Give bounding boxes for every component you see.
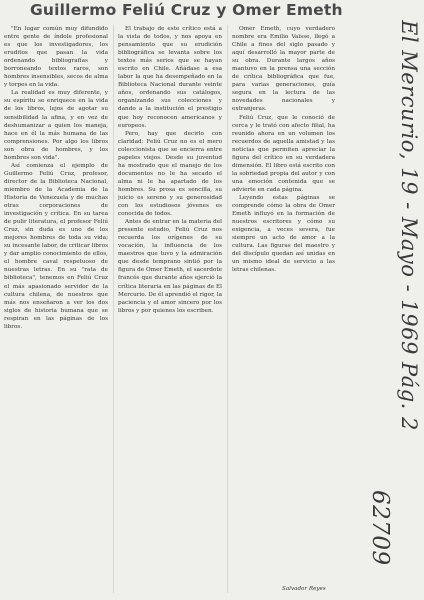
paragraph: Omer Emeth, cuyo verdadero nombre era Emilio Vaïsse, llegó a Chile a fines del siglo pasado y aquí desarrolló la mayor parte de su obra. Durante largos años mantuvo en la prensa una sección de crítica bibliográfica que fue, para varias generaciones, guía segura en la lectura de las novedades nacionales y extranjeras. xyxy=(232,26,335,113)
article-column-3 xyxy=(232,25,335,595)
handwritten-margin-note xyxy=(337,20,423,598)
column-divider xyxy=(227,25,228,593)
article-column-1 xyxy=(4,25,108,595)
paragraph: La realidad es muy diferente, y su espíritu se enriquece en la vida de los libros, lejos de agotar su sensibilidad la afina, y en vez de deshumanizar a quien los maneja, hace en él la más humana de las comprensiones. Por algo los libros son obra de hombres, y los hombres son vida". xyxy=(4,90,108,161)
paragraph: "En lugar común muy difundido entre gente de índole profesional es que los investigadores, los eruditos que pasan la vida ordenando bibliografías y borroneando textos raros, son hombres insensibles, secos de alma y torpes en la vida. xyxy=(4,26,108,89)
paragraph: Antes de entrar en la materia del presente estudio, Feliú Cruz nos recuerda los orígenes de su vocación, la influencia de los maestros que tuvo y la admiración que desde temprano sintió por la figura de Omer Emeth, el sacerdote francés que durante años ejerció la crítica literaria en las páginas de El Mercurio. De él aprendió el rigor, la paciencia y el amor sincero por los libros y por quienes los escriben. xyxy=(118,219,222,314)
article-byline: Salvador Reyes xyxy=(282,586,326,592)
handwritten-source-date: El Mercurio, 19 - Mayo - 1969 Pág. 2 xyxy=(397,20,421,431)
paragraph: Feliú Cruz, que le conoció de cerca y le trató con afecto filial, ha reunido ahora en un volumen los recuerdos de aquella amistad y las noticias que permiten apreciar la figura del crítico en su verdadera dimensión. El libro está escrito con la sobriedad propia del autor y con una emoción contenida que se advierte en cada página. xyxy=(232,114,335,193)
paragraph: Pero, hay que decirlo con claridad: Feliú Cruz no es el mero coleccionista que se encierra entre papeles viejos. Desde su juventud ha mostrado que el manejo de los documentos no le ha secado el alma ni le ha apartado de los hombres. Su prosa es sencilla, su juicio es sereno y su generosidad con los estudiosos jóvenes es conocida de todos. xyxy=(118,130,222,218)
article-column-2 xyxy=(118,25,222,595)
paragraph: El trabajo de este crítico está a la vista de todos, y nos apoya en pensamiento que su erudición bibliográfica se levanta sobre los textos más serios que se hayan escrito en Chile. Añádase a esa labor la que ha desempeñado en la Biblioteca Nacional durante veinte años, ordenando sus catálogos, organizando sus colecciones y dando a la institución el prestigio que hoy reconocen americanos y europeos. xyxy=(118,26,222,129)
paragraph: Así comienza el ejemplo de Guillermo Feliú Cruz, profesor, director de la Biblioteca Nacional, miembro de la Academia de la Historia de Venezuela y de muchas otras corporaciones de investigación y crítica. En su tarea de pulir literatura, el profesor Feliú Cruz, sin duda es uno de los mejores hombres de toda su vida; su incesante labor, de criticar libros y dar amplio conocimiento de ellos, el hombre caval respetuoso de nuestras letras. En su "rata de biblioteca", tenemos en Feliú Cruz el más apasionado servidor de la cultura chilena, de nuestros que más nos enseñaron a ver los dos siglos de historia humana que se respiran en las páginas de los libros. xyxy=(4,162,108,330)
column-divider xyxy=(113,25,114,593)
paragraph: Leyendo estas páginas se comprende cómo la obra de Omer Emeth influyó en la formación de nuestros escritores y cómo su exigencia, a veces severa, fue siempre un acto de amor a la cultura. Las figuras del maestro y del discípulo quedan así unidas en un mismo ideal de servicio a las letras chilenas. xyxy=(232,194,335,274)
article-headline: Guillermo Feliú Cruz y Omer Emeth xyxy=(30,1,343,19)
handwritten-catalog-number: 62709 xyxy=(367,490,393,566)
